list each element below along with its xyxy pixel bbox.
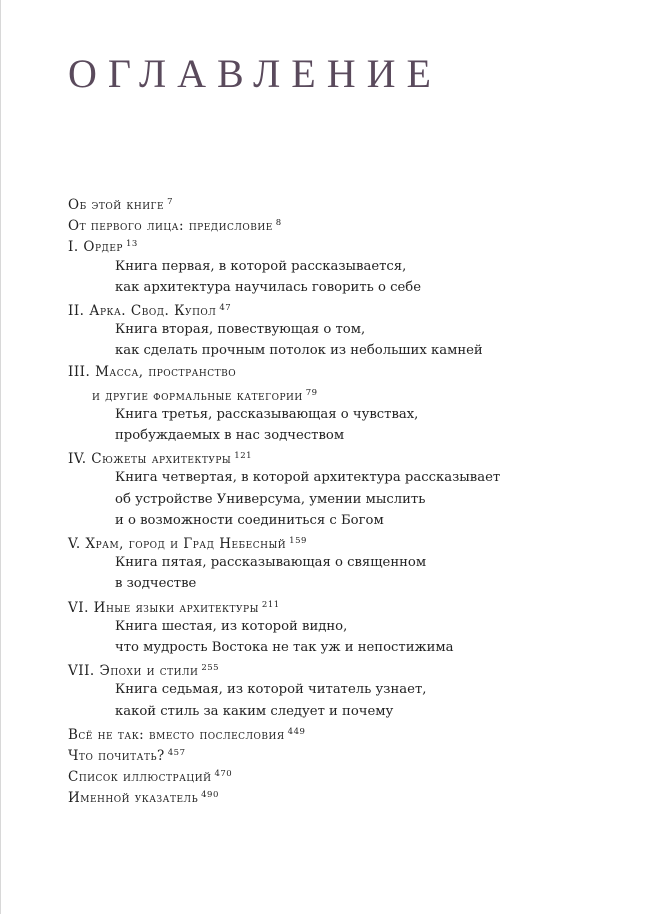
toc-chapter-title-line [68,362,628,383]
toc-description-line [68,637,628,658]
toc-description-line [68,319,628,340]
toc-page-number: 7 [167,197,173,207]
toc-chapter-entry [68,595,628,616]
toc-page-number: 457 [167,747,186,758]
toc-text: что мудрость Востока не так уж и непостижима [115,639,454,655]
toc-description-line [68,701,628,722]
toc-description-line [68,510,628,531]
toc-page-number: 13 [125,239,138,250]
toc-page-number: 255 [201,663,220,674]
toc-description-line [68,616,628,637]
toc-text: Об этой книге [68,197,165,213]
toc-page-number: 121 [234,451,253,462]
toc-description-line [68,679,628,700]
toc-chapter-title-line [68,785,628,806]
toc-chapter-title-line [68,192,628,213]
table-of-contents [68,192,628,806]
toc-text: как архитектура научилась говорить о себе [115,279,422,295]
toc-chapter-entry [68,658,628,679]
toc-page-number: 470 [214,769,233,780]
toc-description-line [68,340,628,361]
toc-chapter-entry [68,234,628,255]
toc-page-number: 159 [289,536,307,546]
toc-text: Книга вторая, повествующая о том, [115,322,366,338]
toc-text: пробуждаемых в нас зодчеством [115,428,345,444]
toc-description-line [68,552,628,573]
toc-page-number: 490 [201,790,219,801]
page-title: ОГЛАВЛЕНИЕ [68,51,442,96]
toc-chapter-title-line [68,764,628,785]
toc-text: Что почитать? [68,747,165,764]
toc-chapter-entry [68,298,628,319]
toc-chapter-title-line [68,383,628,404]
toc-text: VII. Эпохи и стили [68,663,199,680]
toc-chapter-title-line [68,743,628,764]
toc-chapter-title-line [68,234,628,255]
toc-description-line [68,489,628,510]
toc-description-line [68,256,628,277]
toc-chapter-entry [68,192,628,213]
toc-chapter-title-line [68,213,628,234]
toc-text: Всё не так: вместо послесловия [68,726,285,743]
toc-text: Книга третья, рассказывающая о чувствах, [115,406,419,422]
toc-text: и о возможности соединиться с Богом [115,512,384,528]
toc-description-line [68,425,628,446]
toc-text: III. Масса, пространство [68,363,237,380]
toc-chapter-description [68,467,628,531]
toc-chapter-description [68,256,628,298]
toc-description-line [68,404,628,425]
toc-chapter-description [68,404,628,446]
toc-chapter-title-line [68,531,628,552]
toc-description-line [68,573,628,594]
toc-text: Именной указатель [68,790,199,807]
toc-page-number: 79 [305,387,318,398]
toc-text: об устройстве Универсума, умении мыслить [115,491,426,507]
toc-chapter-entry [68,531,628,552]
toc-text: какой стиль за каким следует и почему [115,703,394,719]
toc-chapter-entry [68,213,628,234]
toc-text: I. Ордер [68,239,123,256]
toc-text: IV. Сюжеты архитектуры [68,451,232,468]
page-edge [0,0,1,914]
toc-chapter-title-line [68,595,628,616]
toc-text: Книга четвертая, в которой архитектура рассказывает [115,470,501,486]
toc-text: и другие формальные категории [92,387,303,404]
toc-chapter-title-line [68,298,628,319]
toc-chapter-entry [68,446,628,467]
toc-text: V. Храм, город и Град Небесный [68,536,287,552]
toc-text: Список иллюстраций [68,769,212,786]
toc-page-number: 449 [287,726,306,737]
toc-chapter-entry [68,743,628,764]
toc-chapter-description [68,319,628,361]
toc-text: Книга седьмая, из которой читатель узнает, [115,682,427,698]
toc-text: VI. Иные языки архитектуры [68,599,259,616]
toc-chapter-entry [68,362,628,404]
toc-chapter-description [68,616,628,658]
toc-description-line [68,277,628,298]
toc-chapter-entry [68,764,628,785]
toc-text: как сделать прочным потолок из небольших камней [115,343,483,359]
toc-chapter-description [68,679,628,721]
toc-description-line [68,467,628,488]
toc-chapter-entry [68,722,628,743]
toc-page-number: 211 [261,599,280,610]
toc-page-number: 8 [275,218,282,229]
toc-chapter-title-line [68,722,628,743]
toc-text: Книга пятая, рассказывающая о священном [115,555,427,571]
toc-chapter-entry [68,785,628,806]
toc-page-number: 47 [219,302,232,313]
toc-text: в зодчестве [115,576,197,592]
toc-chapter-description [68,552,628,594]
toc-text: От первого лица: предисловие [68,218,273,235]
toc-chapter-title-line [68,658,628,679]
toc-text: II. Арка. Свод. Купол [68,302,217,319]
toc-chapter-title-line [68,446,628,467]
toc-text: Книга первая, в которой рассказывается, [115,258,407,274]
toc-text: Книга шестая, из которой видно, [115,618,348,634]
